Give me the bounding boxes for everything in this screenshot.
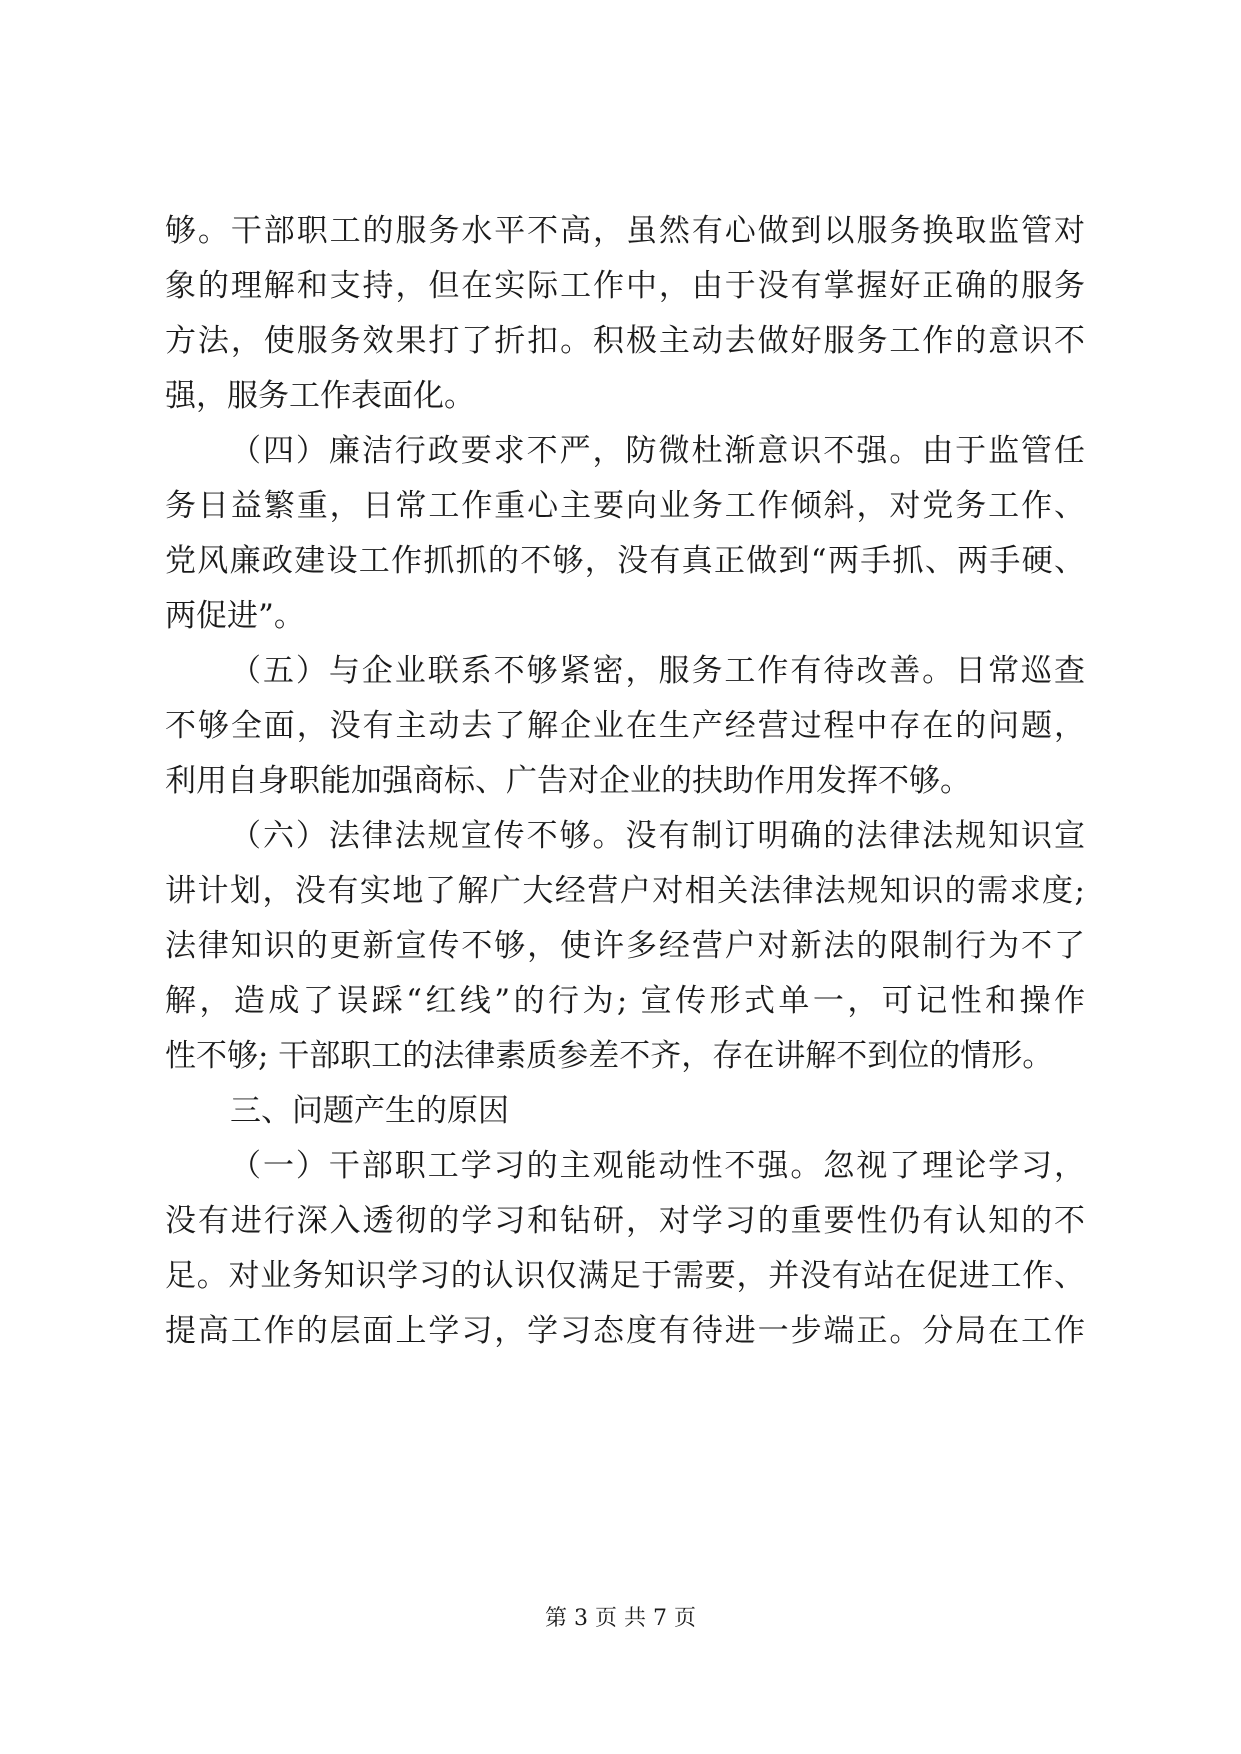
section-heading-line: （一）干部职工学习的主观能动性不强。忽视了理论学习，	[230, 1148, 1085, 1184]
body-line: 足。对业务知识学习的认识仅满足于需要，并没有站在促进工作、	[165, 1258, 1085, 1294]
body-line: 务日益繁重，日常工作重心主要向业务工作倾斜，对党务工作、	[165, 488, 1085, 524]
body-line: 法律知识的更新宣传不够，使许多经营户对新法的限制行为不了	[165, 928, 1085, 964]
section-heading-line: （五）与企业联系不够紧密，服务工作有待改善。日常巡查	[230, 653, 1085, 689]
body-line: 象的理解和支持，但在实际工作中，由于没有掌握好正确的服务	[165, 268, 1085, 304]
body-line: 方法，使服务效果打了折扣。积极主动去做好服务工作的意识不	[165, 323, 1085, 359]
body-line: 利用自身职能加强商标、广告对企业的扶助作用发挥不够。	[165, 763, 971, 799]
body-line: 党风廉政建设工作抓抓的不够，没有真正做到“两手抓、两手硬、	[165, 543, 1085, 579]
body-line: 没有进行深入透彻的学习和钻研，对学习的重要性仍有认知的不	[165, 1203, 1085, 1239]
body-line: 不够全面，没有主动去了解企业在生产经营过程中存在的问题，	[165, 708, 1085, 744]
section-heading-line: （四）廉洁行政要求不严，防微杜渐意识不强。由于监管任	[230, 433, 1085, 469]
body-line: 强，服务工作表面化。	[165, 378, 475, 414]
chapter-heading: 三、问题产生的原因	[230, 1093, 509, 1129]
body-line: 提高工作的层面上学习，学习态度有待进一步端正。分局在工作	[165, 1313, 1085, 1349]
body-line: 够。干部职工的服务水平不高，虽然有心做到以服务换取监管对	[165, 213, 1085, 249]
section-heading-line: （六）法律法规宣传不够。没有制订明确的法律法规知识宣	[230, 818, 1085, 854]
body-line: 解，造成了误踩“红线”的行为; 宣传形式单一，可记性和操作	[165, 983, 1085, 1019]
body-line: 两促进”。	[165, 598, 305, 634]
page-number-footer: 第 3 页 共 7 页	[545, 1606, 696, 1631]
body-line: 讲计划，没有实地了解广大经营户对相关法律法规知识的需求度;	[165, 873, 1085, 909]
body-line: 性不够; 干部职工的法律素质参差不齐，存在讲解不到位的情形。	[165, 1038, 1054, 1074]
